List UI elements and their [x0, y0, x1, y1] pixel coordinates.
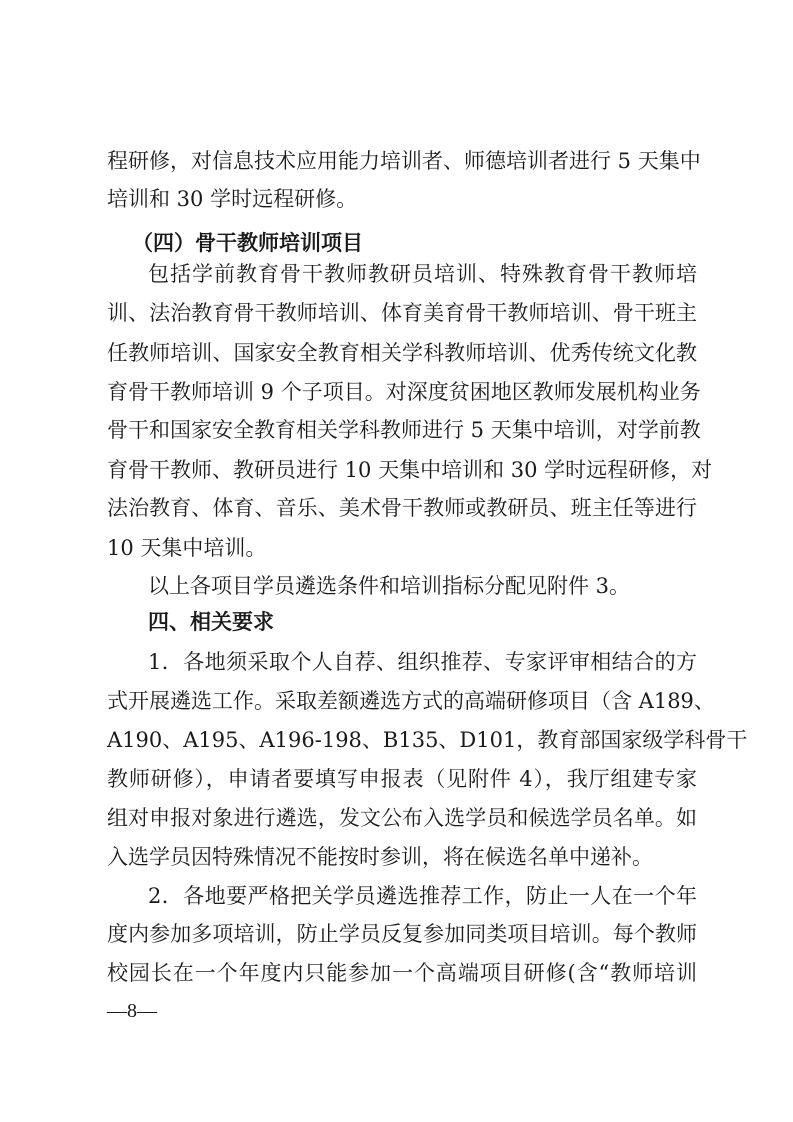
body-line: 任教师培训、国家安全教育相关学科教师培训、优秀传统文化教: [107, 341, 697, 365]
subsection-heading: （四）骨干教师培训项目: [132, 231, 363, 255]
body-line: 2．各地要严格把关学员遴选推荐工作，防止一人在一个年: [148, 884, 697, 908]
body-line: 校园长在一个年度内只能参加一个高端项目研修(含“教师培训: [107, 961, 697, 985]
body-line: 入选学员因特殊情况不能按时参训，将在候选名单中递补。: [107, 845, 653, 869]
body-line: 训、法治教育骨干教师培训、体育美育骨干教师培训、骨干班主: [107, 301, 697, 325]
body-line: 式开展遴选工作。采取差额遴选方式的高端研修项目（含 A189、: [107, 689, 715, 713]
body-line: 法治教育、体育、音乐、美术骨干教师或教研员、班主任等进行: [107, 496, 697, 520]
page-number: —8—: [107, 1000, 157, 1022]
body-line: 10 天集中培训。: [107, 536, 267, 560]
body-line: 以上各项目学员遴选条件和培训指标分配见附件 3。: [148, 574, 631, 598]
body-line: 组对申报对象进行遴选，发文公布入选学员和候选学员名单。如: [107, 806, 697, 830]
body-line: 包括学前教育骨干教师教研员培训、特殊教育骨干教师培: [148, 262, 697, 286]
body-line: 教师研修），申请者要填写申报表（见附件 4），我厅组建专家: [107, 767, 697, 791]
body-line: 1．各地须采取个人自荐、组织推荐、专家评审相结合的方: [148, 650, 697, 674]
body-line: 育骨干教师、教研员进行 10 天集中培训和 30 学时远程研修，对: [107, 458, 713, 482]
body-line: 培训和 30 学时远程研修。: [107, 187, 358, 211]
body-line: 度内参加多项培训，防止学员反复参加同类项目培训。每个教师: [107, 922, 697, 946]
section-heading: 四、相关要求: [148, 610, 274, 634]
body-line: 育骨干教师培训 9 个子项目。对深度贫困地区教师发展机构业务: [107, 380, 701, 404]
body-line: 程研修，对信息技术应用能力培训者、师德培训者进行 5 天集中: [107, 149, 701, 173]
body-line: A190、A195、A196-198、B135、D101，教育部国家级学科骨干: [107, 728, 748, 752]
body-line: 骨干和国家安全教育相关学科教师进行 5 天集中培训，对学前教: [107, 418, 701, 442]
